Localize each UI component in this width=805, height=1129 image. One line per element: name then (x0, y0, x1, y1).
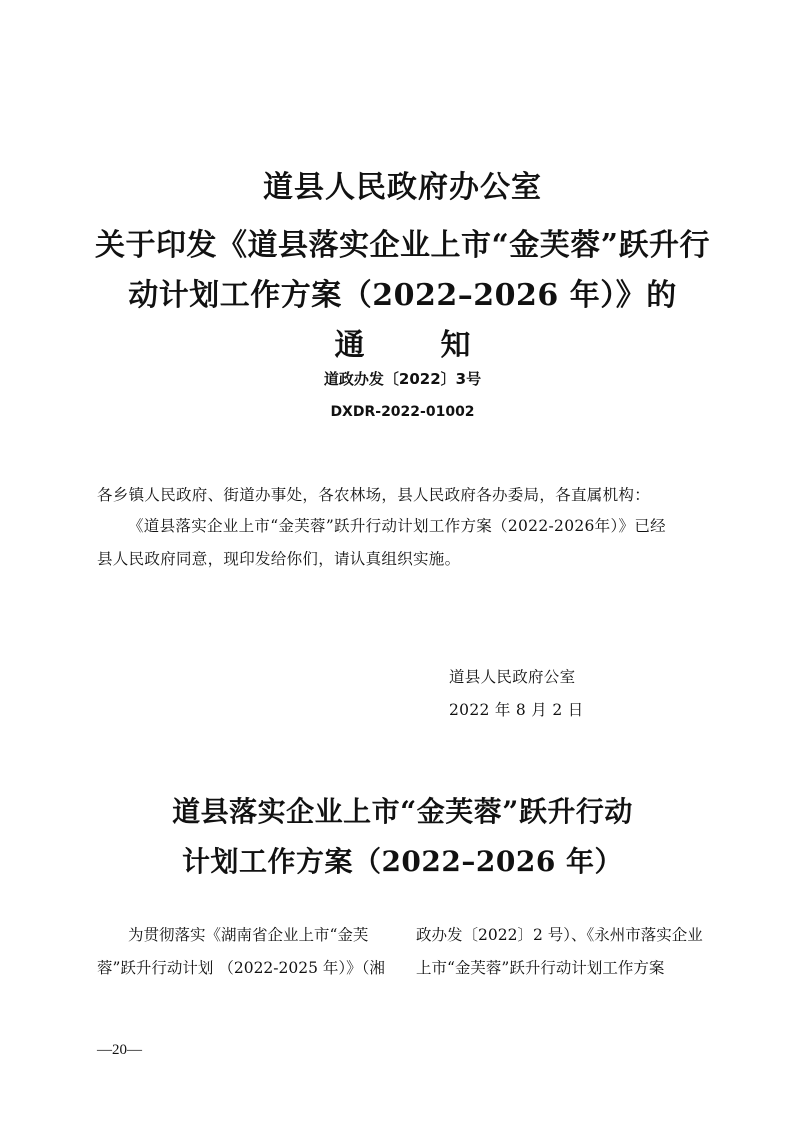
notice-body-line1: 《道县落实企业上市“金芙蓉”跃升行动计划工作方案（2022-2026年）》已经 (128, 517, 666, 535)
signature-organization: 道县人民政府公室 (449, 668, 576, 686)
salutation: 各乡镇人民政府、街道办事处，各农林场，县人民政府各办委局，各直属机构： (97, 486, 651, 504)
notice-title-line1: 道县人民政府办公室 (263, 170, 542, 205)
plan-title-line1: 道县落实企业上市“金芙蓉”跃升行动 (172, 795, 633, 828)
signature-date: 2022 年 8 月 2 日 (449, 701, 584, 719)
document-id: DXDR-2022-01002 (330, 404, 475, 420)
plan-right-column-line1: 政办发〔2022〕2 号）、《永州市落实企业 (416, 926, 703, 944)
notice-title-line4 (0, 326, 805, 366)
plan-left-column-line2: 蓉”跃升行动计划 （2022-2025 年）》（湘 (97, 959, 385, 977)
plan-left-column-line1: 为贯彻落实《湖南省企业上市“金芙 (128, 926, 369, 944)
notice-body-line2: 县人民政府同意，现印发给你们，请认真组织实施。 (97, 550, 461, 568)
plan-right-column-line2: 上市“金芙蓉”跃升行动计划工作方案 (416, 959, 665, 977)
document-number: 道政办发〔2022〕3号 (323, 370, 482, 388)
plan-title-line2: 计划工作方案（2022–2026 年） (181, 845, 624, 878)
notice-title-word-b: 知 (440, 328, 471, 363)
page-number: —20— (97, 1042, 142, 1058)
notice-title-line3: 动计划工作方案（2022–2026 年）》的 (128, 278, 677, 313)
notice-title-line2: 关于印发《道县落实企业上市“金芙蓉”跃升行 (94, 228, 710, 263)
notice-title-word-a: 通 (334, 328, 365, 363)
